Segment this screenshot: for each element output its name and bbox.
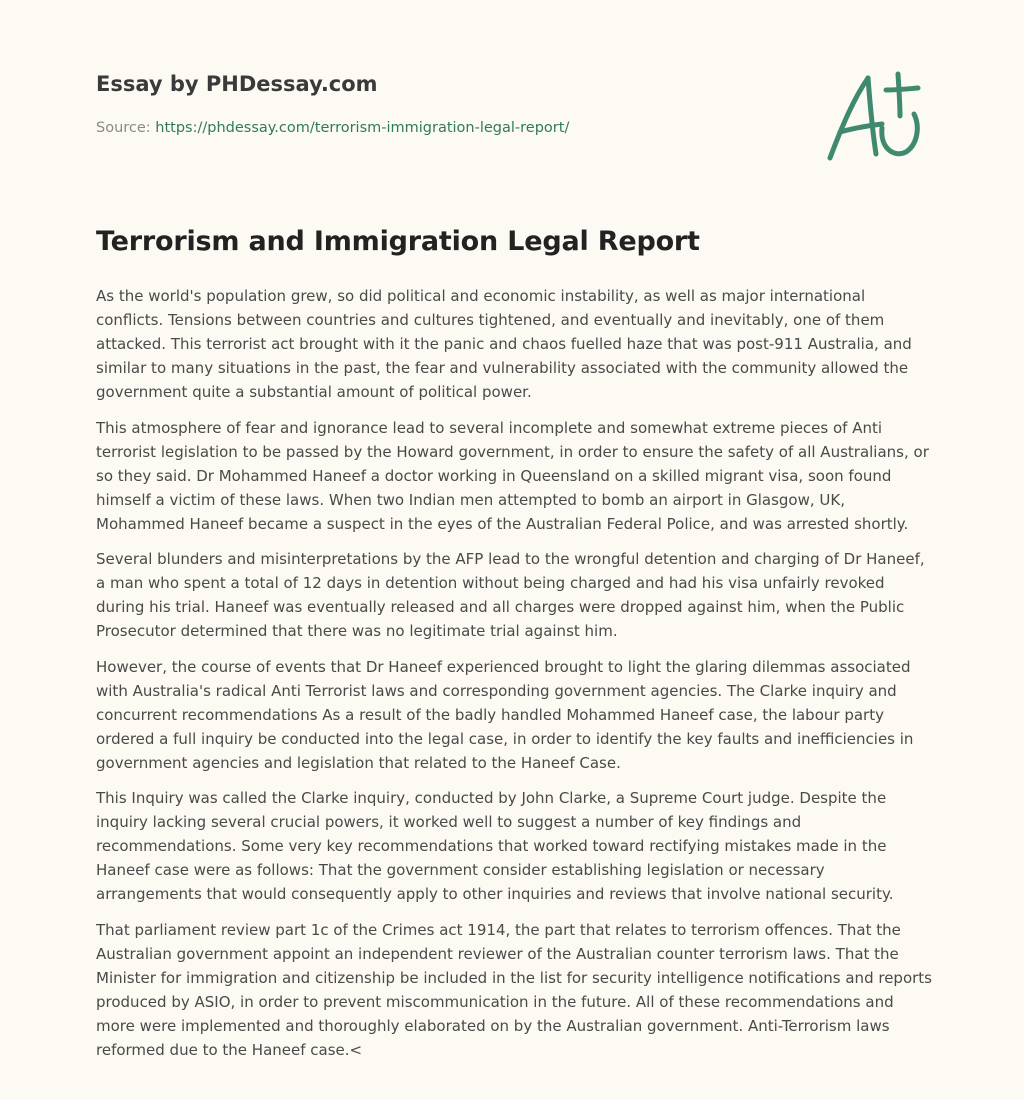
source-link[interactable]: https://phdessay.com/terrorism-immigration-legal-report/: [155, 120, 570, 137]
article-body: [96, 284, 932, 1073]
paragraph: Several blunders and misinterpretations by the AFP lead to the wrongful detention and charging of Dr Haneef, a man who spent a total of 12 days in detention without being charged and had his visa unfairly revoked during his trial. Haneef was eventually released and all charges were dropped against him, when the Public Prosecutor determined that there was no legitimate trial against him.: [96, 550, 925, 640]
source-line: [96, 119, 796, 138]
paragraph: This Inquiry was called the Clarke inquiry, conducted by John Clarke, a Supreme Court judge. Despite the inquiry lacking several crucial powers, it worked well to suggest a number of key findings and recommendations. Some very key recommendations that worked toward rectifying mistakes made in the Haneef case were as follows: That the government consider establishing legislation or necessary arrangements that would consequently apply to other inquiries and reviews that involve national security.: [96, 789, 894, 903]
paragraph: As the world's population grew, so did political and economic instability, as well as major international conflicts. Tensions between countries and cultures tightened, and eventually and inevitably, one of them attacked. This terrorist act brought with it the panic and chaos fuelled haze that was post-911 Australia, and similar to many situations in the past, the fear and vulnerability associated with the community allowed the government quite a substantial amount of political power.: [96, 287, 912, 401]
paragraph: However, the course of events that Dr Haneef experienced brought to light the glaring dilemmas associated with Australia's radical Anti Terrorist laws and corresponding government agencies. The Clarke inquiry and concurrent recommendations As a result of the badly handled Mohammed Haneef case, the labour party ordered a full inquiry be conducted into the legal case, in order to identify the key faults and inefficiencies in government agencies and legislation that related to the Haneef Case.: [96, 657, 914, 772]
brand-title: Essay by PHDessay.com: [96, 72, 378, 96]
a-plus-logo-icon: [820, 66, 930, 166]
source-label: Source:: [96, 120, 151, 137]
paragraph: This atmosphere of fear and ignorance lead to several incomplete and somewhat extreme pieces of Anti terrorist legislation to be passed by the Howard government, in order to ensure the safety of all Australians, or so they said. Dr Mohammed Haneef a doctor working in Queensland on a skilled migrant visa, soon found himself a victim of these laws. When two Indian men attempted to bomb an airport in Glasgow, UK, Mohammed Haneef became a suspect in the eyes of the Australian Federal Police, and was arrested shortly.: [96, 418, 929, 533]
paragraph: That parliament review part 1c of the Crimes act 1914, the part that relates to terrorism offences. That the Australian government appoint an independent reviewer of the Australian counter terrorism laws. That the Minister for immigration and citizenship be included in the list for security intelligence notifications and reports produced by ASIO, in order to prevent miscommunication in the future. All of these recommendations and more were implemented and thoroughly elaborated on by the Australian government. Anti-Terrorism laws reformed due to the Haneef case.<: [96, 920, 932, 1059]
essay-header: [96, 72, 796, 138]
article-title: Terrorism and Immigration Legal Report: [96, 226, 700, 257]
